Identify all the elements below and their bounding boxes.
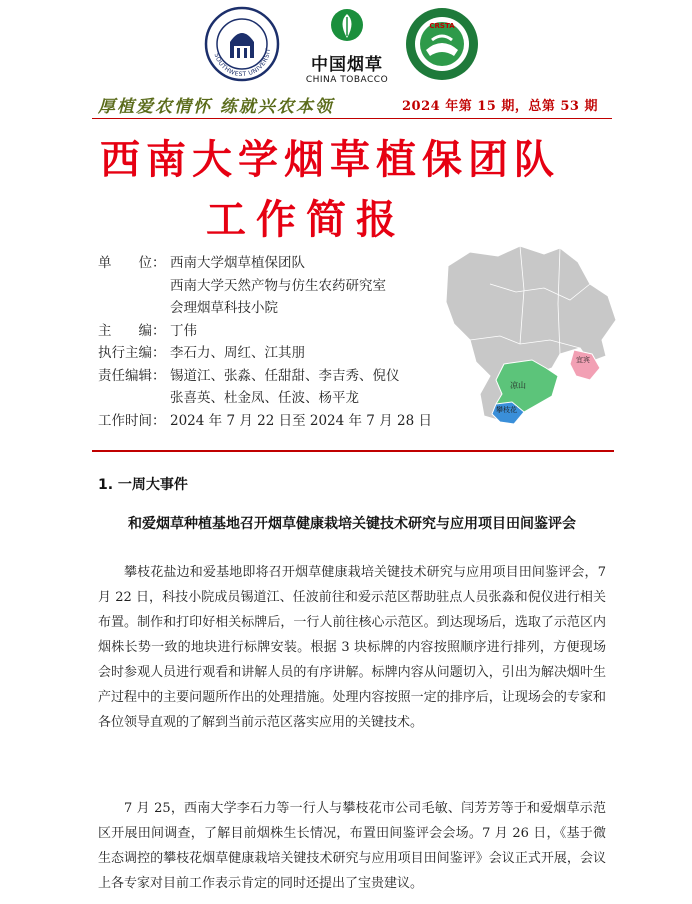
- swu-name-text: SOUTHWEST UNIVERSIT: [212, 47, 273, 79]
- time-label: 工作时间：: [98, 412, 166, 429]
- southwest-university-logo: [204, 6, 280, 82]
- resp-line: 张喜英、杜金凤、任波、杨平龙: [170, 390, 359, 406]
- sichuan-map: [440, 244, 620, 440]
- exec-value: 李石力、周红、江其朋: [170, 345, 305, 361]
- section-heading: 1. 一周大事件: [98, 477, 188, 493]
- map-label-panzhihua: 攀枝花: [496, 406, 517, 414]
- page-title-line2: 工作简报: [206, 196, 406, 243]
- editor-value: 丁伟: [170, 322, 197, 339]
- section-divider: [92, 450, 614, 452]
- info-unit-row: [98, 252, 432, 320]
- unit-line: 会理烟草科技小院: [170, 300, 278, 316]
- unit-label: 单 位：: [98, 255, 166, 271]
- china-tobacco-logo: [305, 8, 389, 84]
- tobacco-leaf-icon: [330, 8, 364, 44]
- china-tobacco-cn: 中国烟草: [311, 55, 383, 75]
- slogan: 厚植爱农情怀 练就兴农本领: [98, 97, 334, 117]
- info-exec-row: [98, 342, 432, 365]
- exec-label: 执行主编：: [98, 345, 166, 361]
- resp-line: 锡道江、张淼、任甜甜、李吉秀、倪仪: [170, 367, 400, 384]
- editor-label: 主 编：: [98, 322, 166, 339]
- resp-label: 责任编辑：: [98, 367, 166, 384]
- article-paragraph: 7 月 25，西南大学李石力等一行人与攀枝花市公司毛敏、闫芳芳等于和爱烟草示范区开展田间调查，了解目前烟株生长情况，布置田间鉴评会会场。7 月 26 日，《基于微生态调控的攀枝花烟草健康栽培关键技术研究与应用项目田间鉴评》会议正式开展，会议上各专家对目前工作表示肯定的同时还提出了宝贵建议。: [98, 801, 606, 891]
- info-block: [98, 252, 432, 432]
- china-tobacco-en: CHINA TOBACCO: [305, 75, 389, 85]
- info-time-row: [98, 410, 432, 433]
- unit-line: 西南大学天然产物与仿生农药研究室: [170, 277, 386, 294]
- time-value: 2024 年 7 月 22 日至 2024 年 7 月 28 日: [170, 412, 432, 429]
- header-divider: [92, 118, 612, 119]
- map-label-yibin: 宜宾: [576, 356, 590, 364]
- article-paragraph: 攀枝花盐边和爱基地即将召开烟草健康栽培关键技术研究与应用项目田间鉴评会，7 月 22 日，科技小院成员锡道江、任波前往和爱示范区帮助驻点人员张淼和倪仪进行相关布置。制作和打印好相关标牌后，一行人前往核心示范区。到达现场后，选取了示范区内烟株长势一致的地块进行标牌安装。根据 3 块标牌的内容按照顺序进行排列，方便现场会时参观人员进行观看和讲解人员的有序讲解。标牌内容从问题切入，引出为解决烟叶生产过程中的主要问题所作出的处理措施。处理内容按照一定的排序后，让现场会的专家和各位领导直观的了解到当前示范区落实应用的关键技术。: [98, 565, 606, 730]
- page-title-line1: 西南大学烟草植保团队: [100, 136, 560, 183]
- issue-number: 2024 年第 15 期，总第 53 期: [402, 99, 598, 114]
- map-label-liangshan: 凉山: [510, 381, 526, 390]
- article-title: 和爱烟草种植基地召开烟草健康栽培关键技术研究与应用项目田间鉴评会: [128, 516, 576, 532]
- info-resp-row: [98, 365, 432, 410]
- crsta-logo: [404, 6, 480, 82]
- crsta-text: CRSTA: [429, 22, 455, 30]
- info-editor-row: [98, 320, 432, 343]
- unit-line: 西南大学烟草植保团队: [170, 255, 305, 271]
